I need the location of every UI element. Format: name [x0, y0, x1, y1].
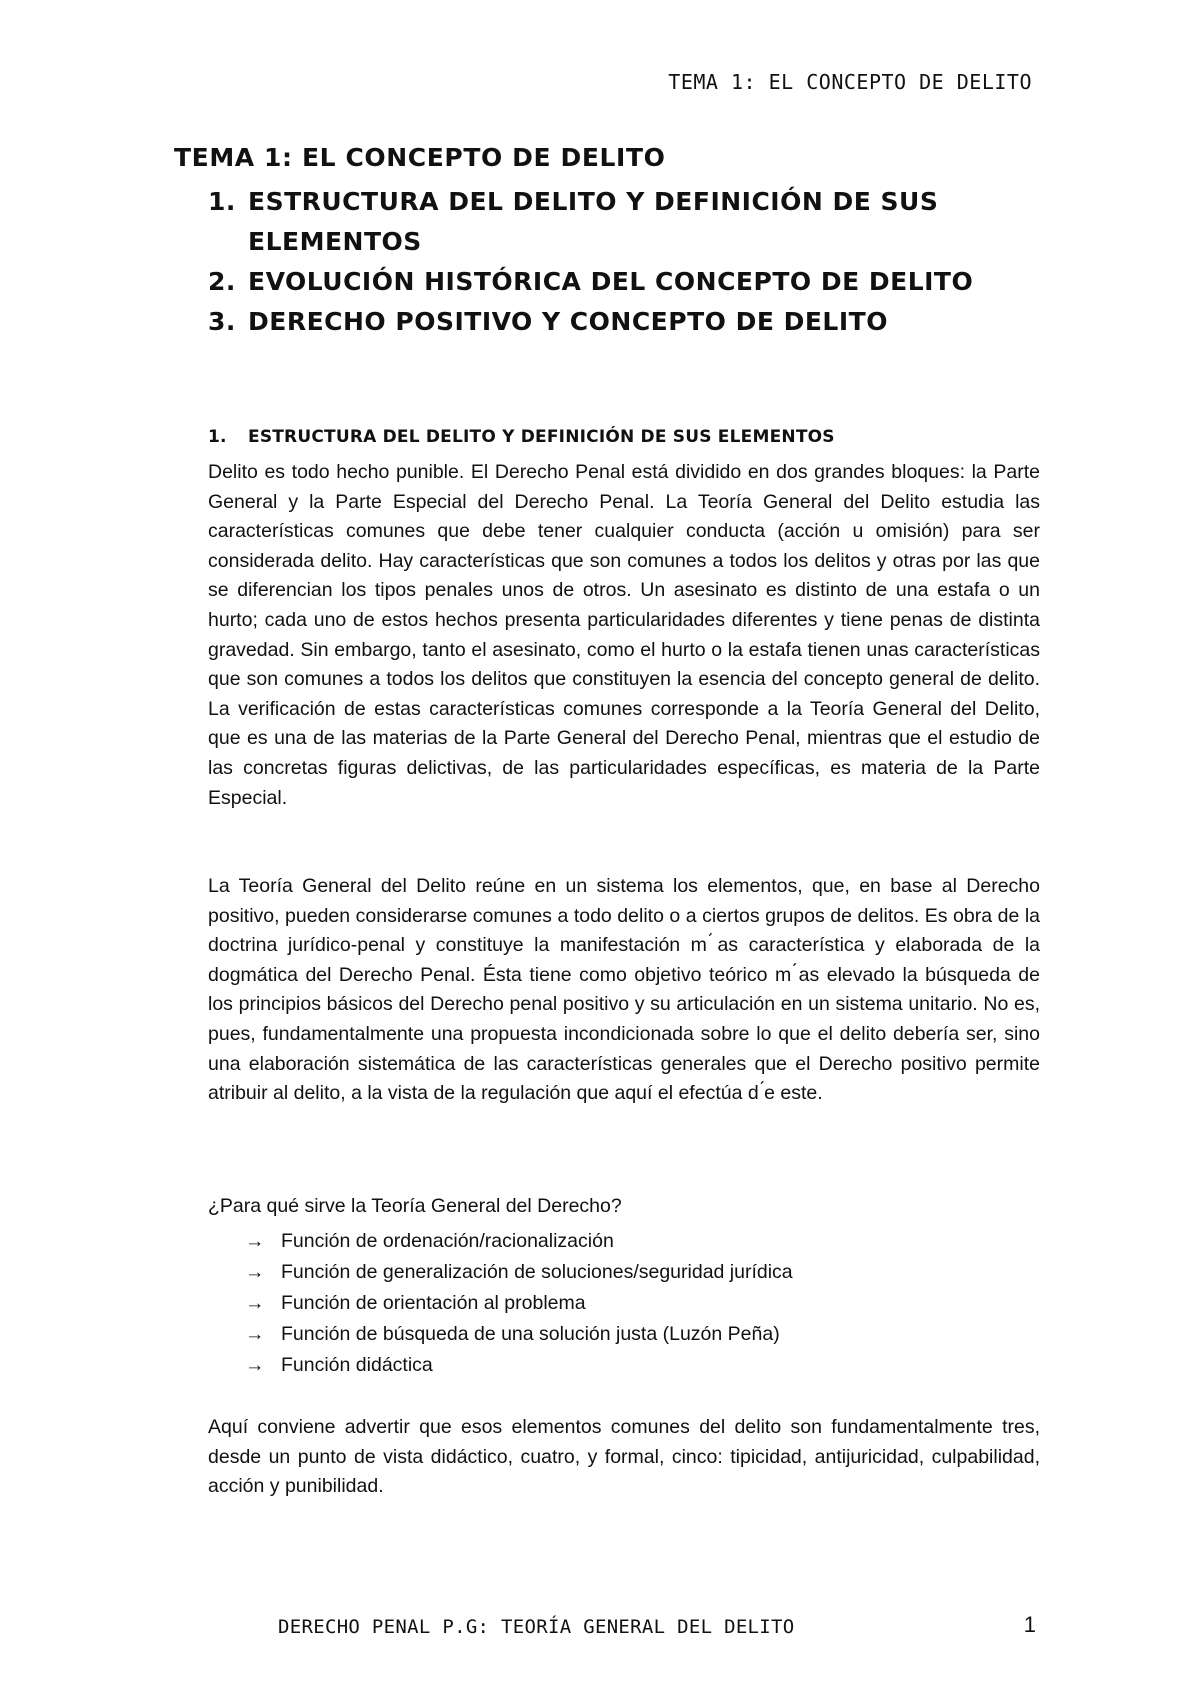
table-of-contents [208, 182, 1028, 342]
list-item [245, 1350, 793, 1381]
running-header: TEMA 1: EL CONCEPTO DE DELITO [668, 70, 1032, 94]
section-title: ESTRUCTURA DEL DELITO Y DEFINICIÓN DE SUS ELEMENTOS [248, 427, 835, 447]
question-text: ¿Para qué sirve la Teoría General del Derecho? [208, 1195, 622, 1217]
toc-item-text: DERECHO POSITIVO Y CONCEPTO DE DELITO [248, 307, 888, 336]
toc-item [208, 262, 1028, 302]
arrow-icon: → [245, 1292, 265, 1314]
closing-paragraph: Aquí conviene advertir que esos elementos comunes del delito son fundamentalmente tres, desde un punto de vista didáctico, cuatro, y formal, cinco: tipicidad, antijuricidad, culpabilidad, acción y punibilidad. [208, 1416, 1040, 1498]
section-heading [208, 427, 835, 447]
list-item-text: Función de generalización de soluciones/seguridad jurídica [281, 1261, 793, 1283]
toc-item-number: 3. [208, 307, 236, 336]
arrow-icon: → [245, 1354, 265, 1376]
list-item [245, 1257, 793, 1288]
functions-list [245, 1226, 793, 1381]
list-item-text: Función didáctica [281, 1354, 433, 1376]
toc-item [208, 302, 1028, 342]
body-paragraph: La Teoría General del Delito reúne en un sistema los elementos, que, en base al Derecho positivo, pueden considerarse comunes a todo delito o a ciertos grupos de delitos. Es obra de la doctrina jurídico-penal y constituye la manifestación m ́as característica y elaborada de la dogmática del Derecho Penal. Ésta tiene como objetivo teórico m ́as elevado la búsqueda de los principios básicos del Derecho penal positivo y su articulación en un sistema unitario. No es, pues, fundamentalmente una propuesta incondicionada sobre lo que el delito debería ser, sino una elaboración sistemática de las características generales que el Derecho positivo permite atribuir al delito, a la vista de la regulación que aquí el efectúa d ́e este. [208, 875, 1040, 1105]
page-footer: DERECHO PENAL P.G: TEORÍA GENERAL DEL DELITO [278, 1616, 795, 1638]
list-item-text: Función de ordenación/racionalización [281, 1230, 614, 1252]
arrow-icon: → [245, 1230, 265, 1252]
document-title: TEMA 1: EL CONCEPTO DE DELITO [174, 143, 666, 172]
toc-item-number: 1. [208, 187, 236, 216]
list-item-text: Función de orientación al problema [281, 1292, 586, 1314]
page-number: 1 [1023, 1612, 1036, 1637]
toc-item-text: ESTRUCTURA DEL DELITO Y DEFINICIÓN DE SUS ELEMENTOS [248, 187, 939, 256]
list-item [245, 1288, 793, 1319]
arrow-icon: → [245, 1261, 265, 1283]
toc-item [208, 182, 1028, 262]
section-number: 1. [208, 427, 227, 447]
arrow-icon: → [245, 1323, 265, 1345]
list-item [245, 1226, 793, 1257]
list-item-text: Función de búsqueda de una solución justa (Luzón Peña) [281, 1323, 780, 1345]
list-item [245, 1319, 793, 1350]
toc-item-text: EVOLUCIÓN HISTÓRICA DEL CONCEPTO DE DELITO [248, 267, 974, 296]
toc-item-number: 2. [208, 267, 236, 296]
body-paragraph: Delito es todo hecho punible. El Derecho Penal está dividido en dos grandes bloques: la Parte General y la Parte Especial del Derecho Penal. La Teoría General del Delito estudia las características comunes que debe tener cualquier conducta (acción u omisión) para ser considerada delito. Hay características que son comunes a todos los delitos y otras por las que se diferencian los tipos penales unos de otros. Un asesinato es distinto de una estafa o un hurto; cada uno de estos hechos presenta particularidades diferentes y tiene penas de distinta gravedad. Sin embargo, tanto el asesinato, como el hurto o la estafa tienen unas características que son comunes a todos los delitos que constituyen la esencia del concepto general de delito. La verificación de estas características comunes corresponde a la Teoría General del Delito, que es una de las materias de la Parte General del Derecho Penal, mientras que el estudio de las concretas figuras delictivas, de las particularidades específicas, es materia de la Parte Especial. [208, 461, 1040, 809]
